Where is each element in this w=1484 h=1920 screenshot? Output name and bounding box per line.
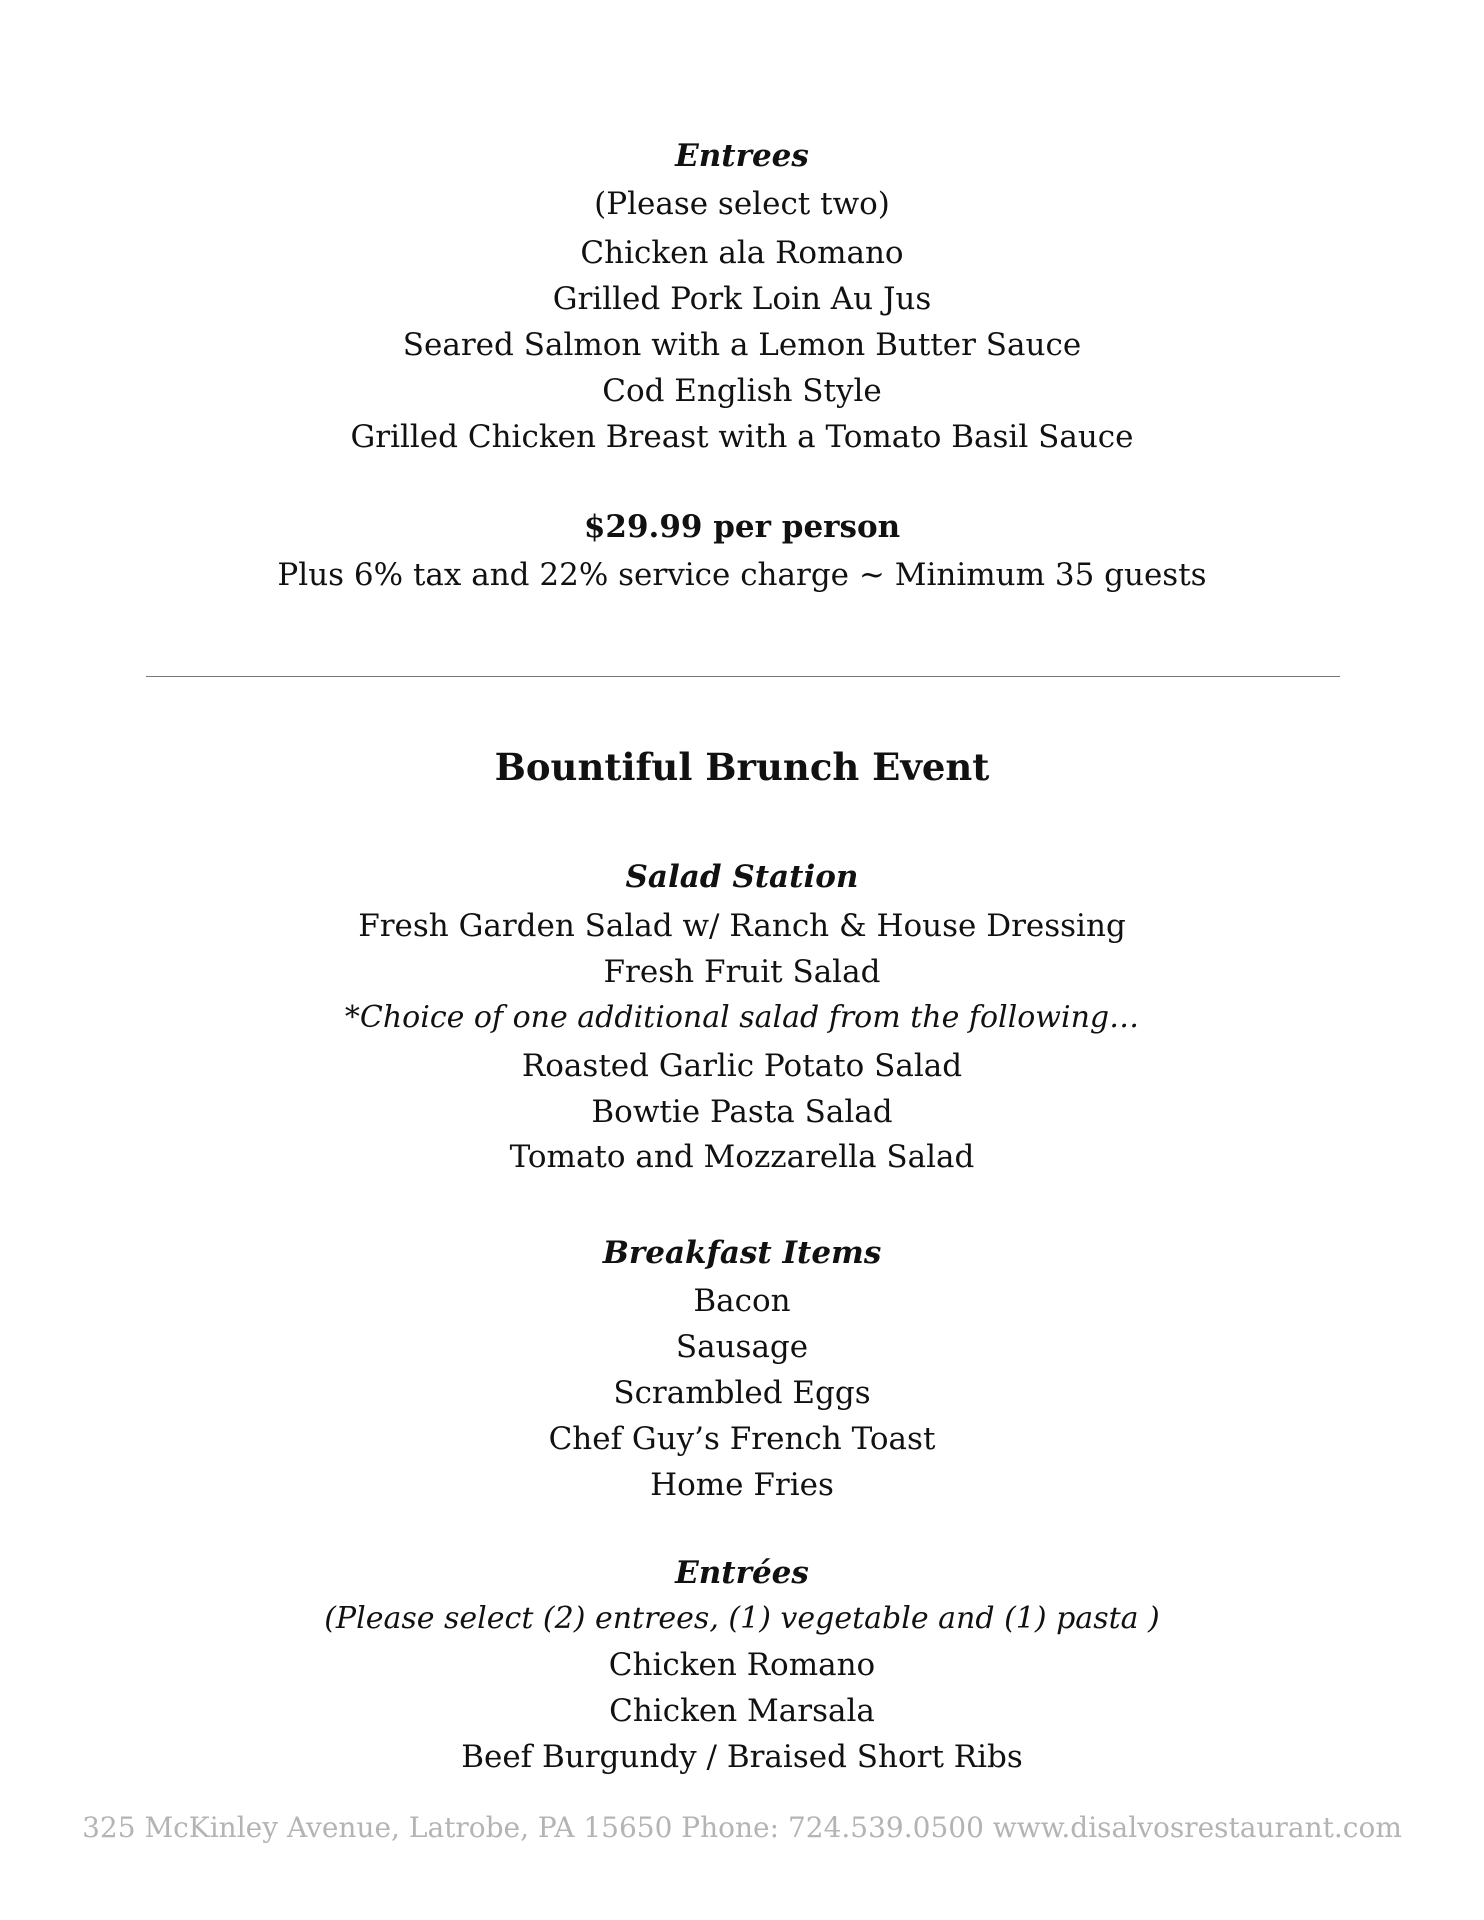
breakfast-item: Sausage xyxy=(675,1329,809,1365)
entree-item: Seared Salmon with a Lemon Butter Sauce xyxy=(402,327,1082,363)
brunch-entree-item: Chicken Marsala xyxy=(609,1693,875,1729)
footer-contact: 325 McKinley Avenue, Latrobe, PA 15650 Phone: 724.539.0500 www.disalvosrestaurant.com xyxy=(82,1811,1402,1844)
entree-item: Grilled Chicken Breast with a Tomato Basil Sauce xyxy=(350,419,1134,455)
entree-item: Grilled Pork Loin Au Jus xyxy=(552,281,932,317)
brunch-entrees-heading: Entrées xyxy=(675,1555,809,1591)
breakfast-item: Scrambled Eggs xyxy=(613,1375,871,1411)
breakfast-heading: Breakfast Items xyxy=(602,1235,882,1271)
brunch-entree-item: Chicken Romano xyxy=(608,1647,876,1683)
salad-choice-item: Tomato and Mozzarella Salad xyxy=(509,1139,975,1175)
brunch-entree-item: Beef Burgundy / Braised Short Ribs xyxy=(461,1739,1023,1775)
salad-station-heading: Salad Station xyxy=(625,859,859,895)
salad-choice-item: Bowtie Pasta Salad xyxy=(591,1094,893,1130)
breakfast-item: Home Fries xyxy=(650,1467,834,1503)
salad-choice-item: Roasted Garlic Potato Salad xyxy=(521,1048,963,1084)
entrees-heading: Entrees xyxy=(675,138,809,174)
price-terms: Plus 6% tax and 22% service charge ~ Minimum 35 guests xyxy=(277,557,1207,593)
entrees-note: (Please select two) xyxy=(594,186,890,222)
brunch-entrees-note: (Please select (2) entrees, (1) vegetable and (1) pasta ) xyxy=(324,1601,1160,1636)
breakfast-item: Chef Guy’s French Toast xyxy=(548,1421,936,1457)
price-label: $29.99 per person xyxy=(583,509,901,545)
salad-choice-note: *Choice of one additional salad from the following… xyxy=(344,1000,1140,1035)
brunch-title: Bountiful Brunch Event xyxy=(494,745,990,789)
section-divider xyxy=(146,676,1340,677)
salad-item: Fresh Garden Salad w/ Ranch & House Dressing xyxy=(358,908,1126,944)
salad-item: Fresh Fruit Salad xyxy=(603,954,881,990)
breakfast-item: Bacon xyxy=(693,1283,791,1319)
entree-item: Chicken ala Romano xyxy=(580,235,904,271)
entree-item: Cod English Style xyxy=(602,373,882,409)
